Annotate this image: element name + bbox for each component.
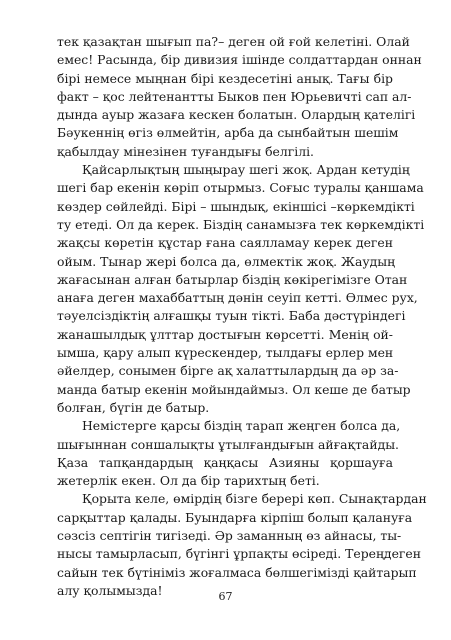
- text-line: жанашылдық ұлттар достығын көрсетті. Менің ой-: [57, 326, 393, 342]
- text-line: Бәукеннің өгіз өлмейтін, арба да сынбайтын шешім: [57, 125, 399, 141]
- text-line: анаға деген махаббаттың дәнін сеуіп кетті. Өлмес рух,: [57, 290, 418, 306]
- text-line: ойым. Тынар жері болса да, өлмектік жоқ. Жаудың: [57, 253, 396, 269]
- text-line: тәуелсіздіктің алғашқы туын тікті. Баба дәстүріндегі: [57, 308, 406, 324]
- page-number: 67: [218, 590, 233, 603]
- text-line: шегі бар екенін көріп отырмыз. Соғыс туралы қаншама: [57, 180, 424, 196]
- text-line: сәзсіз септігін тигізеді. Әр заманның өз айнасы, ты-: [57, 528, 402, 544]
- text-line: факт – қос лейтенантты Быков пен Юрьевичті сап ал-: [57, 88, 412, 104]
- text-line: жақсы көретін құстар ғана саялламау керек деген: [57, 235, 393, 251]
- text-line: шығыннан соншалықты ұтылғандығын айғақтайды.: [57, 436, 400, 452]
- text-line: қабылдау мінезінен туғандығы белгілі.: [57, 143, 314, 159]
- text-line: Қайсарлықтың шыңырау шегі жоқ. Ардан кетудің: [82, 162, 410, 178]
- text-line: емес! Расында, бір дивизия ішінде солдаттардан оннан: [57, 52, 422, 68]
- text-line: манда батыр екенін мойындаймыз. Ол кеше де батыр: [57, 381, 411, 397]
- text-line: сайын тек бүтініміз жоғалмаса бөлшегімізді қайтарып: [57, 564, 417, 580]
- text-line: болған, бүгін де батыр.: [57, 399, 210, 415]
- text-line: дында ауыр жазаға кескен болатын. Олардың қателігі: [57, 107, 416, 123]
- text-line: алу қолымызда!: [57, 582, 163, 598]
- text-line: көздер сөйлейді. Бірі – шындық, екіншісі –көркемдікті: [57, 198, 415, 214]
- text-line: әйелдер, сонымен бірге ақ халаттылардың да әр за-: [57, 363, 399, 379]
- text-line: Немістерге қарсы біздің тарап жеңген болса да,: [82, 418, 401, 434]
- text-line: бірі немесе мыңнан бірі кездесетіні анық. Тағы бір: [57, 70, 393, 86]
- body-text: [57, 33, 427, 600]
- text-line: Қорыта келе, өмірдің бізге берері көп. Сынақтардан: [82, 491, 427, 507]
- text-line: сарқыттар қалады. Буындарға кірпіш болып қалануға: [57, 509, 413, 525]
- text-line: жетерлік екен. Ол да бір тарихтың беті.: [57, 473, 320, 489]
- text-line: ымша, қару алып күрескендер, тылдағы ерлер мен: [57, 345, 394, 361]
- text-line: ту етеді. Ол да керек. Біздің санамызға тек көркемдікті: [57, 216, 425, 232]
- text-line: тек қазақтан шығып па?– деген ой ғой келетіні. Олай: [57, 34, 410, 49]
- text-line: Қаза тапқандардың қаңқасы Азияны қоршауға: [57, 454, 393, 470]
- text-line: жағасынан алған батырлар біздің көкірегімізге Отан: [57, 271, 408, 287]
- text-line: нысы тамырласып, бүгінгі ұрпақты өсіреді. Тереңдеген: [57, 546, 421, 562]
